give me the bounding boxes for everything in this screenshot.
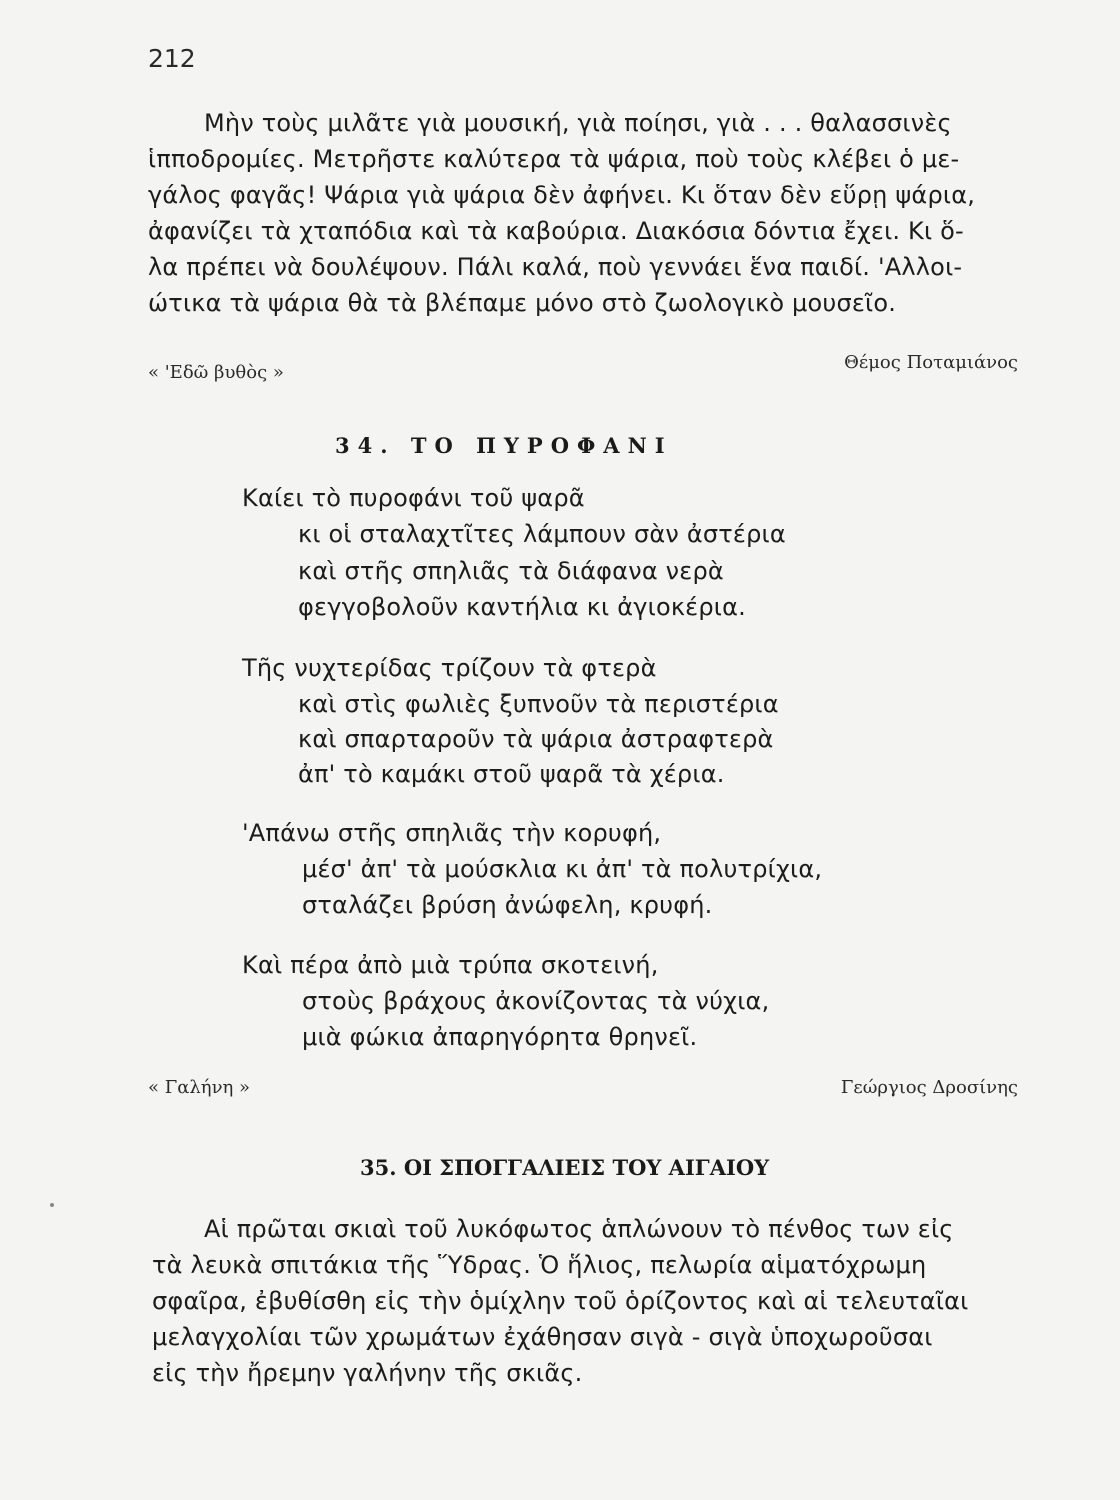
verse-line: μέσ' ἀπ' τὰ μούσκλια κι ἀπ' τὰ πολυτρίχια,	[302, 855, 823, 883]
prose-line: Μὴν τοὺς μιλᾶτε γιὰ μουσική, γιὰ ποίησι, γιὰ . . . θαλασσινὲς	[204, 109, 952, 137]
verse-line: μιὰ φώκια ἀπαρηγόρητα θρηνεῖ.	[302, 1023, 698, 1051]
prose-line: γάλος φαγᾶς! Ψάρια γιὰ ψάρια δὲν ἀφήνει. Κι ὅταν δὲν εὕρῃ ψάρια,	[148, 181, 976, 209]
paper-speck	[50, 1203, 54, 1207]
prose-line: εἰς τὴν ἤρεμην γαλήνην τῆς σκιᾶς.	[152, 1359, 583, 1387]
verse-line: καὶ στῆς σπηλιᾶς τὰ διάφανα νερὰ	[298, 557, 724, 585]
prose-line: ἀφανίζει τὰ χταπόδια καὶ τὰ καβούρια. Διακόσια δόντια ἔχει. Κι ὅ-	[148, 217, 964, 245]
prose-line: τὰ λευκὰ σπιτάκια τῆς Ὕδρας. Ὁ ἥλιος, πελωρία αἱματόχρωμη	[152, 1251, 927, 1279]
verse-line: κι οἱ σταλαχτῖτες λάμπουν σὰν ἀστέρια	[298, 520, 786, 548]
prose-line: μελαγχολίαι τῶν χρωμάτων ἐχάθησαν σιγὰ - σιγὰ ὑποχωροῦσαι	[152, 1323, 933, 1351]
prose-line: σφαῖρα, ἐβυθίσθη εἰς τὴν ὁμίχλην τοῦ ὁρίζοντος καὶ αἱ τελευταῖαι	[152, 1287, 969, 1315]
verse-line: καὶ στὶς φωλιὲς ξυπνοῦν τὰ περιστέρια	[298, 690, 779, 718]
prose-line: λα πρέπει νὰ δουλέψουν. Πάλι καλά, ποὺ γεννάει ἕνα παιδί. 'Αλλοι-	[148, 253, 963, 281]
source-title: « 'Εδῶ βυθὸς »	[148, 362, 284, 383]
section-heading: 35. ΟΙ ΣΠΟΓΓΑΛΙΕΙΣ ΤΟΥ ΑΙΓΑΙΟΥ	[360, 1155, 770, 1180]
prose-line: ώτικα τὰ ψάρια θὰ τὰ βλέπαμε μόνο στὸ ζωολογικὸ μουσεῖο.	[148, 289, 897, 317]
prose-line: ἱπποδρομίες. Μετρῆστε καλύτερα τὰ ψάρια, ποὺ τοὺς κλέβει ὁ με-	[148, 145, 960, 173]
verse-line: ἀπ' τὸ καμάκι στοῦ ψαρᾶ τὰ χέρια.	[298, 760, 725, 788]
page-number: 212	[148, 44, 196, 73]
verse-line: καὶ σπαρταροῦν τὰ ψάρια ἀστραφτερὰ	[298, 725, 774, 753]
prose-line: Αἱ πρῶται σκιαὶ τοῦ λυκόφωτος ἁπλώνουν τὸ πένθος των εἰς	[204, 1215, 954, 1243]
verse-line: Καὶ πέρα ἀπὸ μιὰ τρύπα σκοτεινή,	[242, 951, 659, 979]
verse-line: σταλάζει βρύση ἀνώφελη, κρυφή.	[302, 891, 713, 919]
source-title: « Γαλήνη »	[148, 1077, 251, 1098]
verse-line: 'Απάνω στῆς σπηλιᾶς τὴν κορυφή,	[242, 819, 662, 847]
verse-line: Καίει τὸ πυροφάνι τοῦ ψαρᾶ	[242, 484, 585, 512]
verse-line: φεγγοβολοῦν καντήλια κι ἀγιοκέρια.	[298, 593, 746, 621]
author-name: Θέμος Ποταμιάνος	[844, 352, 1018, 373]
verse-line: στοὺς βράχους ἀκονίζοντας τὰ νύχια,	[302, 987, 770, 1015]
verse-line: Τῆς νυχτερίδας τρίζουν τὰ φτερὰ	[242, 654, 657, 682]
section-heading: 34. ΤΟ ΠΥΡΟΦΑΝΙ	[335, 433, 673, 458]
author-name: Γεώργιος Δροσίνης	[840, 1077, 1018, 1098]
